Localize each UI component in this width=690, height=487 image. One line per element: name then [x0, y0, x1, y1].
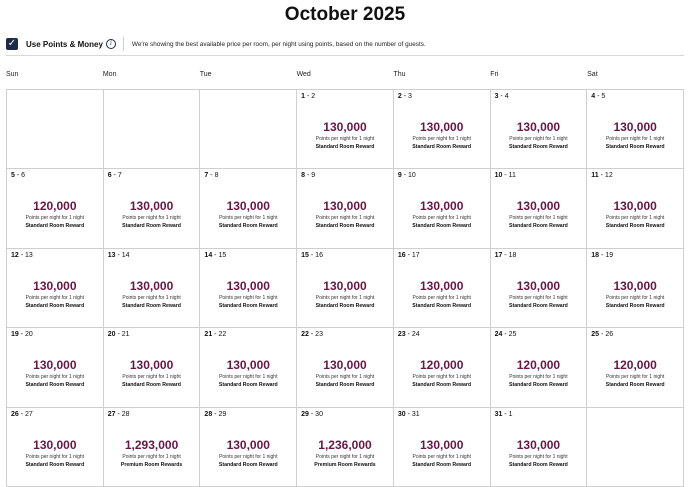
- calendar-day-cell[interactable]: [297, 328, 394, 407]
- room-type-label: Standard Room Reward: [25, 223, 85, 230]
- date-start: 9: [397, 172, 402, 180]
- date-end: 22: [218, 331, 227, 339]
- points-price: 130,000: [226, 278, 270, 293]
- date-start: 15: [301, 251, 309, 259]
- calendar-empty-cell: [104, 90, 201, 169]
- date-start: 14: [204, 251, 213, 259]
- date-end: 4: [504, 93, 509, 100]
- date-separator: -: [401, 93, 408, 100]
- calendar-day-cell[interactable]: [104, 169, 201, 248]
- date-range: [204, 331, 226, 338]
- date-end: 29: [218, 410, 227, 418]
- points-price: 130,000: [129, 358, 174, 373]
- date-start: 18: [591, 251, 600, 259]
- date-end: 15: [218, 251, 227, 259]
- date-separator: -: [405, 331, 412, 339]
- points-per-night-label: Points per night for 1 night: [412, 294, 471, 301]
- date-start: 31: [494, 410, 503, 418]
- date-separator: -: [405, 251, 412, 259]
- divider: [6, 55, 684, 56]
- points-price: 130,000: [613, 199, 657, 214]
- date-range: [108, 411, 130, 418]
- date-end: 16: [315, 251, 323, 259]
- points-per-night-label: Points per night for 1 night: [509, 374, 568, 381]
- pricing-note: We're showing the best available price per room, per night using points, based on the number of guests.: [131, 40, 426, 48]
- room-type-label: Standard Room Reward: [122, 223, 181, 230]
- date-range: [301, 331, 323, 338]
- calendar-day-cell[interactable]: [104, 328, 201, 407]
- points-per-night-label: Points per night for 1 night: [315, 294, 375, 301]
- calendar-day-cell[interactable]: [200, 249, 297, 328]
- date-range: [591, 172, 612, 179]
- calendar-day-cell[interactable]: [491, 249, 588, 328]
- date-start: 2: [397, 93, 402, 100]
- calendar-day-cell[interactable]: [491, 169, 588, 248]
- weekday-label: Sat: [587, 71, 598, 78]
- calendar-day-cell[interactable]: [394, 249, 491, 328]
- date-start: 8: [301, 172, 306, 180]
- date-end: 19: [605, 251, 614, 259]
- points-per-night-label: Points per night for 1 night: [605, 294, 665, 301]
- date-end: 21: [121, 331, 130, 339]
- points-per-night-label: Points per night for 1 night: [605, 374, 665, 381]
- date-separator: -: [308, 331, 316, 339]
- date-separator: -: [502, 251, 509, 259]
- points-price: 120,000: [33, 199, 77, 214]
- points-per-night-label: Points per night for 1 night: [509, 215, 568, 222]
- date-range: [398, 331, 420, 338]
- calendar-empty-cell: [587, 408, 684, 487]
- date-separator: -: [308, 410, 316, 418]
- room-type-label: Standard Room Reward: [218, 223, 278, 230]
- points-price: 130,000: [129, 199, 174, 214]
- date-end: 26: [605, 331, 614, 339]
- date-separator: -: [115, 331, 122, 339]
- room-type-label: Standard Room Reward: [412, 223, 472, 230]
- date-range: [11, 252, 33, 259]
- points-price: 130,000: [226, 358, 270, 373]
- date-separator: -: [212, 251, 219, 259]
- weekday-header: [6, 71, 684, 78]
- points-per-night-label: Points per night for 1 night: [315, 453, 375, 460]
- points-per-night-label: Points per night for 1 night: [412, 453, 471, 460]
- date-start: 12: [11, 251, 19, 259]
- points-price: 120,000: [420, 358, 464, 373]
- date-separator: -: [599, 331, 606, 339]
- points-per-night-label: Points per night for 1 night: [315, 136, 375, 142]
- points-per-night-label: Points per night for 1 night: [122, 453, 181, 460]
- calendar-month-title: October 2025: [284, 4, 406, 25]
- date-end: 10: [407, 172, 416, 180]
- check-icon: ✓: [7, 38, 17, 49]
- weekday-label: Wed: [296, 71, 311, 78]
- room-type-label: Standard Room Reward: [25, 302, 85, 309]
- date-range: [108, 172, 122, 179]
- date-start: 30: [397, 410, 406, 418]
- calendar-day-cell[interactable]: [200, 408, 297, 487]
- room-type-label: Standard Room Reward: [412, 461, 472, 468]
- date-separator: -: [502, 172, 509, 180]
- points-price: 130,000: [516, 120, 561, 134]
- points-per-night-label: Points per night for 1 night: [25, 215, 85, 222]
- date-start: 10: [494, 172, 503, 180]
- date-end: 2: [311, 93, 316, 100]
- points-per-night-label: Points per night for 1 night: [219, 453, 278, 460]
- points-per-night-label: Points per night for 1 night: [509, 136, 568, 142]
- date-range: [301, 93, 315, 100]
- calendar-day-cell[interactable]: [587, 328, 684, 407]
- date-start: 17: [494, 251, 503, 259]
- date-range: [11, 172, 25, 179]
- date-separator: -: [18, 410, 26, 418]
- points-price: 130,000: [613, 120, 657, 134]
- calendar-day-cell[interactable]: [297, 169, 394, 248]
- points-per-night-label: Points per night for 1 night: [25, 374, 85, 381]
- date-range: [108, 331, 130, 338]
- date-range: [204, 411, 226, 418]
- points-price: 130,000: [420, 120, 464, 134]
- room-type-label: Standard Room Reward: [315, 302, 375, 309]
- date-start: 21: [204, 331, 213, 339]
- room-type-label: Standard Room Reward: [218, 382, 278, 389]
- date-range: [591, 93, 605, 100]
- date-separator: -: [599, 251, 606, 259]
- date-end: 30: [315, 410, 323, 418]
- date-range: [591, 252, 613, 259]
- date-range: [398, 172, 416, 179]
- date-separator: -: [405, 410, 412, 418]
- date-start: 7: [204, 172, 209, 180]
- date-end: 14: [121, 251, 130, 259]
- room-type-label: Standard Room Reward: [509, 461, 568, 468]
- room-type-label: Standard Room Reward: [315, 223, 375, 230]
- points-price: 1,293,000: [124, 437, 179, 452]
- date-start: 3: [494, 93, 499, 100]
- weekday-label: Tue: [199, 71, 212, 78]
- room-type-label: Standard Room Reward: [25, 461, 85, 468]
- room-type-label: Standard Room Reward: [412, 382, 472, 389]
- date-separator: -: [18, 331, 26, 339]
- calendar-day-cell[interactable]: [104, 249, 201, 328]
- room-type-label: Standard Room Reward: [315, 144, 375, 150]
- date-separator: -: [111, 172, 118, 180]
- calendar-day-cell[interactable]: [491, 328, 588, 407]
- points-price: 130,000: [323, 358, 367, 373]
- date-start: 26: [11, 410, 19, 418]
- room-type-label: Premium Room Rewards: [314, 461, 376, 468]
- date-start: 1: [301, 93, 306, 100]
- date-separator: -: [595, 93, 602, 100]
- points-price: 130,000: [323, 120, 367, 134]
- date-start: 25: [591, 331, 600, 339]
- room-type-label: Standard Room Reward: [509, 382, 568, 389]
- calendar-day-cell[interactable]: [394, 328, 491, 407]
- date-range: [11, 331, 33, 338]
- date-range: [495, 172, 516, 179]
- points-price: 130,000: [420, 199, 464, 214]
- calendar-day-cell[interactable]: [297, 90, 394, 169]
- date-end: 31: [411, 410, 420, 418]
- calendar-day-cell[interactable]: [7, 408, 104, 487]
- date-end: 20: [25, 331, 33, 339]
- info-icon[interactable]: i: [106, 39, 116, 49]
- date-end: 23: [315, 331, 323, 339]
- room-type-label: Standard Room Reward: [605, 302, 665, 309]
- weekday-label: Sun: [6, 71, 19, 78]
- date-range: [398, 252, 420, 259]
- room-type-label: Standard Room Reward: [509, 223, 568, 230]
- calendar-day-cell[interactable]: [587, 90, 684, 169]
- date-range: [398, 411, 420, 418]
- points-per-night-label: Points per night for 1 night: [605, 136, 665, 142]
- date-range: [495, 411, 513, 418]
- date-separator: -: [502, 410, 509, 418]
- points-per-night-label: Points per night for 1 night: [412, 136, 471, 142]
- points-price: 130,000: [516, 437, 561, 452]
- weekday-label: Thu: [393, 71, 406, 78]
- calendar-day-cell[interactable]: [7, 328, 104, 407]
- calendar-day-cell[interactable]: [297, 249, 394, 328]
- date-end: 9: [311, 172, 316, 180]
- date-range: [204, 252, 226, 259]
- date-start: 6: [107, 172, 112, 180]
- points-per-night-label: Points per night for 1 night: [315, 374, 375, 381]
- date-end: 17: [411, 251, 420, 259]
- weekday-label: Fri: [490, 71, 499, 78]
- date-separator: -: [212, 331, 219, 339]
- room-type-label: Standard Room Reward: [218, 302, 278, 309]
- date-start: 19: [11, 331, 19, 339]
- date-separator: -: [208, 172, 215, 180]
- date-end: 11: [508, 172, 516, 180]
- points-price: 120,000: [613, 358, 657, 373]
- room-type-label: Premium Room Rewards: [120, 461, 183, 468]
- calendar-day-cell[interactable]: [297, 408, 394, 487]
- date-range: [495, 331, 517, 338]
- calendar-day-cell[interactable]: [200, 169, 297, 248]
- date-range: [495, 93, 509, 100]
- date-start: 28: [204, 410, 213, 418]
- date-range: [398, 93, 412, 100]
- room-type-label: Standard Room Reward: [605, 382, 665, 389]
- points-price: 1,236,000: [318, 437, 372, 452]
- points-per-night-label: Points per night for 1 night: [605, 215, 665, 222]
- points-per-night-label: Points per night for 1 night: [509, 453, 568, 460]
- calendar-empty-cell: [7, 90, 104, 169]
- date-range: [204, 172, 218, 179]
- date-end: 25: [508, 331, 517, 339]
- points-price: 130,000: [226, 437, 270, 452]
- date-end: 1: [508, 410, 513, 418]
- date-end: 28: [121, 410, 130, 418]
- date-range: [301, 172, 315, 179]
- points-per-night-label: Points per night for 1 night: [122, 374, 181, 381]
- points-per-night-label: Points per night for 1 night: [25, 294, 85, 301]
- points-per-night-label: Points per night for 1 night: [219, 374, 278, 381]
- room-type-label: Standard Room Reward: [315, 382, 375, 389]
- date-range: [108, 252, 130, 259]
- calendar-day-cell[interactable]: [7, 169, 104, 248]
- points-per-night-label: Points per night for 1 night: [122, 215, 181, 222]
- points-price: 130,000: [516, 199, 561, 214]
- date-start: 29: [301, 410, 309, 418]
- date-range: [591, 331, 613, 338]
- points-price: 130,000: [323, 278, 367, 293]
- date-start: 4: [591, 93, 596, 100]
- date-separator: -: [115, 410, 122, 418]
- points-price: 130,000: [33, 358, 77, 373]
- points-price: 130,000: [420, 437, 464, 452]
- date-separator: -: [18, 251, 26, 259]
- points-price: 130,000: [33, 278, 77, 293]
- points-per-night-label: Points per night for 1 night: [509, 294, 568, 301]
- points-price: 130,000: [129, 278, 174, 293]
- points-per-night-label: Points per night for 1 night: [315, 215, 375, 222]
- date-separator: -: [14, 172, 22, 180]
- date-start: 20: [107, 331, 116, 339]
- date-start: 5: [11, 172, 15, 180]
- calendar-day-cell[interactable]: [7, 249, 104, 328]
- points-per-night-label: Points per night for 1 night: [219, 215, 278, 222]
- calendar-day-cell[interactable]: [491, 408, 588, 487]
- date-end: 12: [604, 172, 613, 180]
- points-price: 130,000: [33, 437, 77, 452]
- calendar-day-cell[interactable]: [491, 90, 588, 169]
- date-separator: -: [212, 410, 219, 418]
- points-per-night-label: Points per night for 1 night: [25, 453, 85, 460]
- points-price: 130,000: [420, 278, 464, 293]
- calendar-day-cell[interactable]: [587, 249, 684, 328]
- date-start: 11: [591, 172, 599, 180]
- date-end: 5: [601, 93, 606, 100]
- points-price: 130,000: [516, 278, 561, 293]
- date-separator: -: [305, 93, 312, 100]
- date-separator: -: [308, 251, 316, 259]
- room-type-label: Standard Room Reward: [25, 382, 85, 389]
- points-per-night-label: Points per night for 1 night: [122, 294, 181, 301]
- date-end: 24: [411, 331, 420, 339]
- calendar-day-cell[interactable]: [200, 328, 297, 407]
- date-end: 8: [214, 172, 219, 180]
- room-type-label: Standard Room Reward: [605, 223, 665, 230]
- date-end: 7: [117, 172, 122, 180]
- points-price: 130,000: [226, 199, 270, 214]
- points-money-option: [6, 36, 426, 52]
- date-range: [495, 252, 517, 259]
- date-end: 27: [25, 410, 33, 418]
- points-price: 130,000: [613, 278, 657, 293]
- divider: [123, 37, 124, 51]
- date-end: 13: [25, 251, 33, 259]
- date-range: [11, 411, 33, 418]
- date-end: 18: [508, 251, 517, 259]
- room-type-label: Standard Room Reward: [412, 302, 472, 309]
- date-separator: -: [305, 172, 312, 180]
- room-type-label: Standard Room Reward: [122, 302, 181, 309]
- date-range: [301, 252, 323, 259]
- date-separator: -: [498, 93, 505, 100]
- calendar-day-cell[interactable]: [587, 169, 684, 248]
- points-per-night-label: Points per night for 1 night: [219, 294, 278, 301]
- points-price: 120,000: [516, 358, 561, 373]
- date-start: 24: [494, 331, 503, 339]
- date-start: 27: [107, 410, 116, 418]
- date-end: 6: [21, 172, 26, 180]
- date-separator: -: [115, 251, 122, 259]
- calendar-day-cell[interactable]: [394, 408, 491, 487]
- room-type-label: Standard Room Reward: [412, 144, 472, 150]
- calendar-day-cell[interactable]: [104, 408, 201, 487]
- date-separator: -: [502, 331, 509, 339]
- date-start: 22: [301, 331, 309, 339]
- room-type-label: Standard Room Reward: [509, 302, 568, 309]
- points-price: 130,000: [323, 199, 367, 214]
- calendar-day-cell[interactable]: [394, 90, 491, 169]
- date-range: [301, 411, 323, 418]
- points-per-night-label: Points per night for 1 night: [412, 215, 471, 222]
- date-start: 23: [397, 331, 406, 339]
- use-points-money-label[interactable]: Use Points & Money: [26, 39, 103, 49]
- room-type-label: Standard Room Reward: [218, 461, 278, 468]
- points-per-night-label: Points per night for 1 night: [412, 374, 471, 381]
- room-type-label: Standard Room Reward: [509, 144, 568, 150]
- calendar-day-cell[interactable]: [394, 169, 491, 248]
- date-separator: -: [401, 172, 408, 180]
- room-type-label: Standard Room Reward: [605, 144, 665, 150]
- calendar-grid: [6, 89, 684, 487]
- date-start: 13: [107, 251, 116, 259]
- weekday-label: Mon: [102, 71, 117, 78]
- use-points-money-checkbox[interactable]: [6, 38, 18, 50]
- room-type-label: Standard Room Reward: [122, 382, 181, 389]
- date-separator: -: [598, 172, 605, 180]
- date-start: 16: [397, 251, 406, 259]
- calendar-empty-cell: [200, 90, 297, 169]
- date-end: 3: [407, 93, 412, 100]
